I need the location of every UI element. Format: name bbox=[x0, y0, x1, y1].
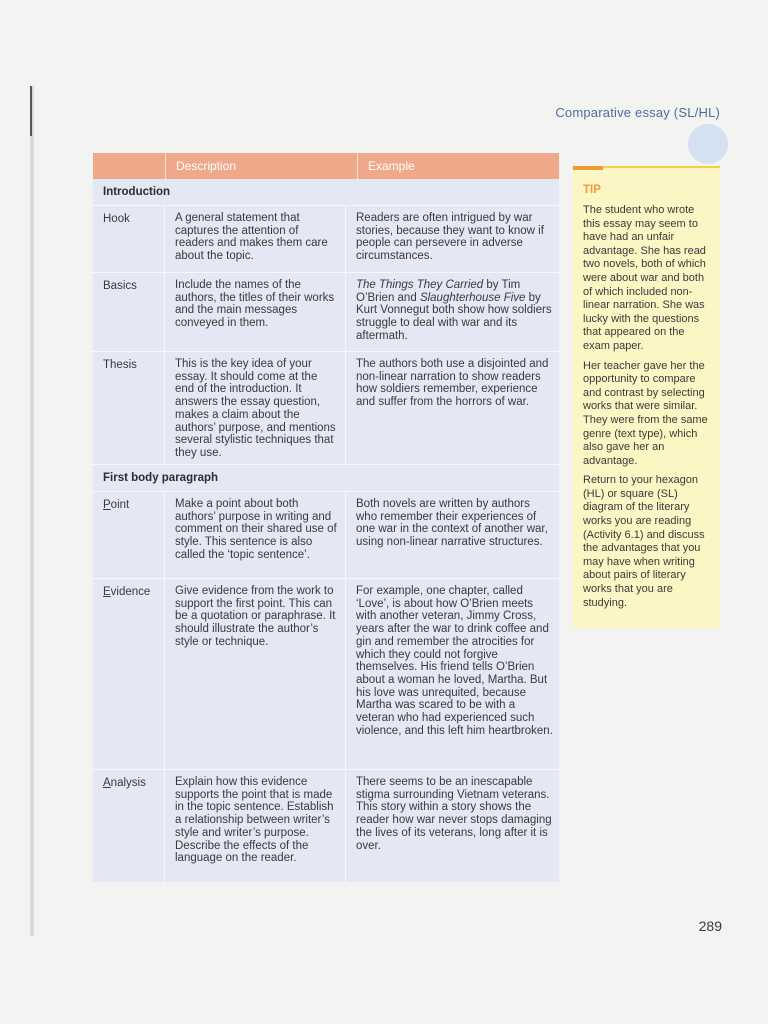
book-title: Slaughterhouse Five bbox=[419, 291, 526, 304]
row-example: There seems to be an inescapable stigma surrounding Vietnam veterans. This story within a story shows the reader how war never stops damaging the lives of its veterans, long after it is over. bbox=[356, 776, 552, 852]
row-description: A general statement that captures the attention of readers and makes them care about the topic. bbox=[165, 206, 346, 272]
table-header-row bbox=[93, 153, 559, 179]
row-label: Point bbox=[93, 492, 165, 578]
chapter-tab-marker bbox=[688, 124, 728, 164]
tip-accent-bar bbox=[573, 166, 603, 170]
row-description: Make a point about both authors’ purpose in writing and comment on their shared use of style. This sentence is also called the ‘topic sentence’. bbox=[165, 492, 346, 578]
tip-title: TIP bbox=[583, 184, 601, 196]
table-row-thesis bbox=[93, 352, 559, 465]
tip-body bbox=[583, 204, 711, 616]
column-header-example: Example bbox=[368, 159, 415, 173]
tip-paragraph: The student who wrote this essay may seem to have had an unfair advantage. She has read two novels, both of which were about war and both of which included non-linear narration. She was lucky with the questions that appeared on the exam paper. bbox=[583, 204, 706, 352]
section-heading-first-body-paragraph: First body paragraph bbox=[93, 465, 559, 492]
row-example: The Things They Carried by Tim O’Brien and Slaughterhouse Five by Kurt Vonnegut both show how soldiers struggle to deal with war and its aftermath. bbox=[356, 279, 552, 342]
row-example: Both novels are written by authors who remember their experiences of one war in the context of another war, using non-linear narrative structures. bbox=[356, 498, 548, 549]
section-heading-introduction: Introduction bbox=[93, 179, 559, 206]
row-label: Analysis bbox=[93, 770, 165, 882]
row-description: Include the names of the authors, the titles of their works and the main messages conveyed in them. bbox=[165, 273, 346, 351]
table-row-point bbox=[93, 492, 559, 579]
book-title: The Things They Carried bbox=[356, 279, 484, 291]
tip-paragraph: Return to your hexagon (HL) or square (SL) diagram of the literary works you are reading (Activity 6.1) and discuss the advantages that you may have when writing about pairs of literary works that you are studying. bbox=[583, 474, 705, 609]
essay-structure-table bbox=[93, 153, 559, 882]
row-label: Hook bbox=[93, 206, 165, 272]
table-row-analysis bbox=[93, 770, 559, 882]
table-row-hook bbox=[93, 206, 559, 273]
row-example: The authors both use a disjointed and non-linear narration to show readers how soldiers remember, experience and suffer from the horrors of war. bbox=[356, 358, 549, 409]
row-example: Readers are often intrigued by war stories, because they want to know if people can persevere in adverse circumstances. bbox=[356, 212, 544, 263]
page-binding-edge bbox=[30, 86, 34, 936]
page-number: 289 bbox=[698, 918, 722, 934]
running-header-title: Comparative essay (SL/HL) bbox=[555, 105, 720, 120]
row-label: Evidence bbox=[93, 579, 165, 769]
tip-sidebar bbox=[573, 166, 720, 628]
table-row-evidence bbox=[93, 579, 559, 770]
row-label: Thesis bbox=[93, 352, 165, 464]
row-description: Give evidence from the work to support the first point. This can be a quotation or paraphrase. It should illustrate the author’s style or technique. bbox=[165, 579, 346, 769]
table-row-basics bbox=[93, 273, 559, 352]
row-example: For example, one chapter, called ‘Love’, is about how O’Brien meets with another veteran, Jimmy Cross, years after the war to drink coffee and gin and remember the atrocities for which they could not forgive themselves. His friend tells O’Brien about a woman he loved, Martha. But his love was unrequited, because Martha was scared to be with a veteran who had experienced such violence, and this left him heartbroken. bbox=[356, 585, 553, 737]
row-description: Explain how this evidence supports the point that is made in the topic sentence. Establish a relationship between writer’s style and writer’s purpose. Describe the effects of the language on the reader. bbox=[165, 770, 346, 882]
tip-paragraph: Her teacher gave her the opportunity to compare and contrast by selecting works that were similar. They were from the same genre (text type), which also gave her an advantage. bbox=[583, 359, 708, 467]
page-binding-shadow bbox=[30, 86, 32, 136]
column-header-description: Description bbox=[166, 153, 358, 179]
row-label: Basics bbox=[93, 273, 165, 351]
row-description: This is the key idea of your essay. It should come at the end of the introduction. It answers the essay question, makes a claim about the authors’ purpose, and mentions several stylistic techniques that they use. bbox=[165, 352, 346, 464]
